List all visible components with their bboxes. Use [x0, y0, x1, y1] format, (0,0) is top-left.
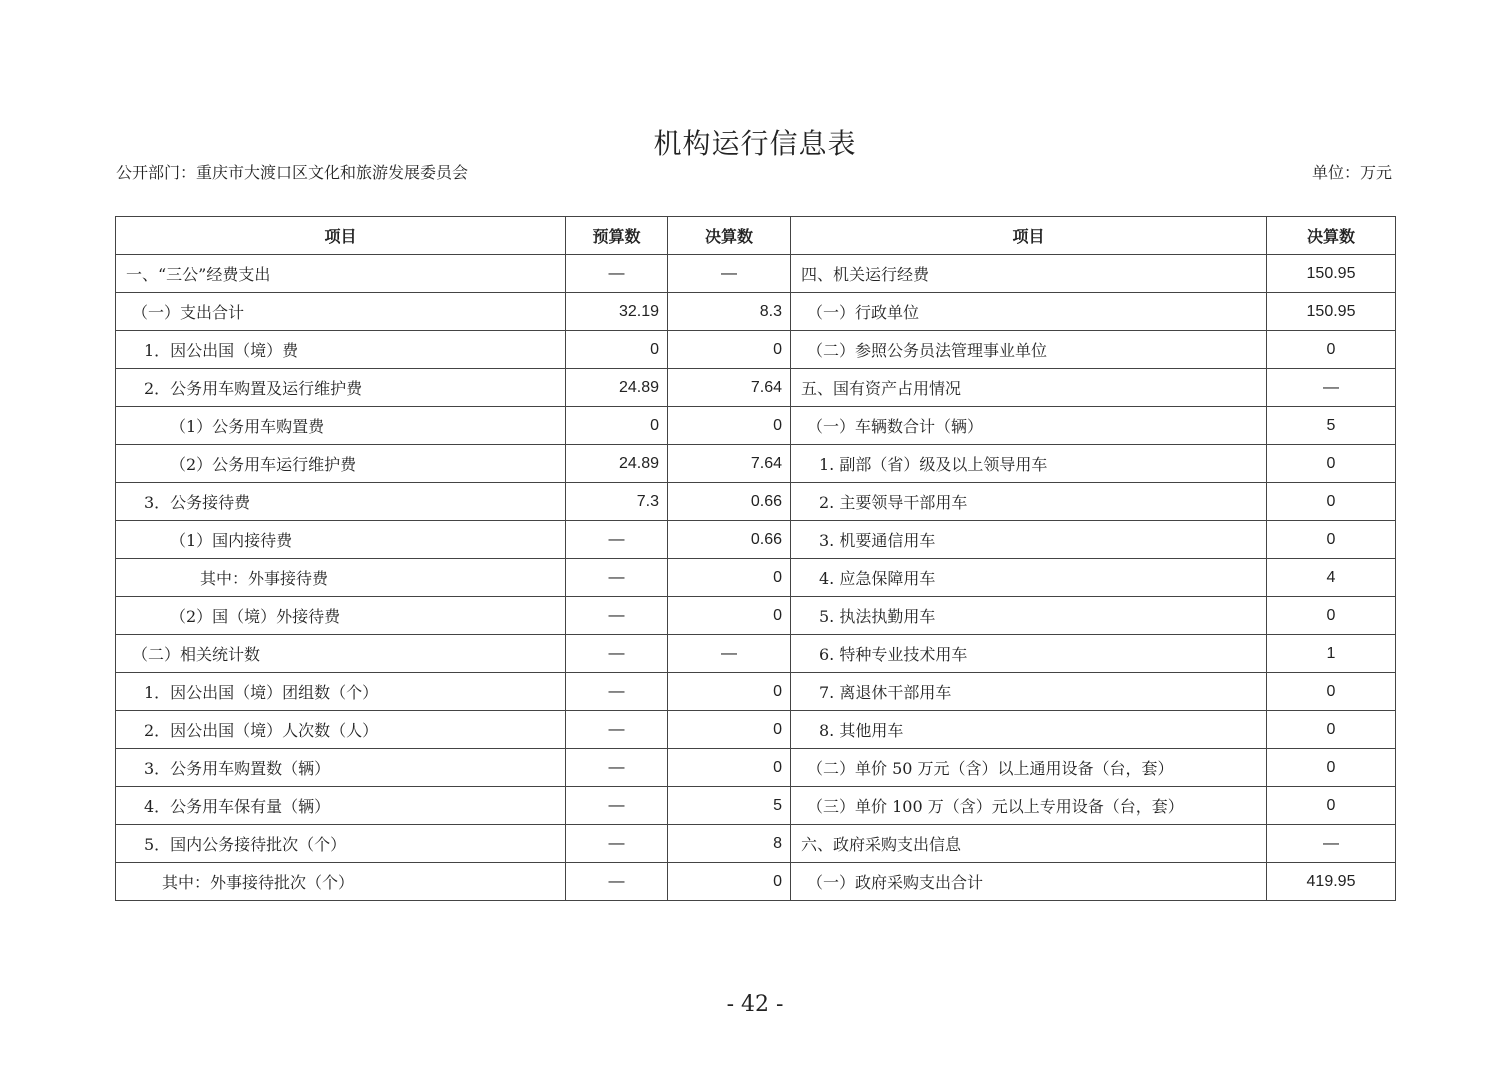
- row-final-right: 0: [1267, 445, 1396, 483]
- unit-label: 单位：万元: [1311, 163, 1392, 182]
- table-row: [116, 521, 1396, 559]
- row-final-right: 0: [1267, 521, 1396, 559]
- table-row: [116, 673, 1396, 711]
- row-label-left: （二）相关统计数: [116, 635, 566, 673]
- row-final-right: 0: [1267, 673, 1396, 711]
- header-budget: 预算数: [566, 217, 668, 255]
- row-label-right: 2. 主要领导干部用车: [791, 483, 1267, 521]
- header-final-left: 决算数: [668, 217, 791, 255]
- row-final-right: 1: [1267, 635, 1396, 673]
- row-final: 0.66: [668, 521, 791, 559]
- row-label-left: （一）支出合计: [116, 293, 566, 331]
- row-label-right: 7. 离退休干部用车: [791, 673, 1267, 711]
- table-row: [116, 293, 1396, 331]
- table-row: [116, 635, 1396, 673]
- row-label-left: （2）公务用车运行维护费: [116, 445, 566, 483]
- row-label-left: 其中：外事接待批次（个）: [116, 863, 566, 901]
- row-final-right: —: [1267, 369, 1396, 407]
- row-label-left: 5．国内公务接待批次（个）: [116, 825, 566, 863]
- row-label-right: （三）单价 100 万（含）元以上专用设备（台，套）: [791, 787, 1267, 825]
- row-budget: —: [566, 787, 668, 825]
- row-budget: 24.89: [566, 369, 668, 407]
- row-budget: 0: [566, 407, 668, 445]
- row-label-left: 一、“三公”经费支出: [116, 255, 566, 293]
- row-budget: —: [566, 863, 668, 901]
- page-number: - 42 -: [726, 992, 784, 1017]
- row-final-right: 0: [1267, 483, 1396, 521]
- header-item-right: 项目: [791, 217, 1267, 255]
- row-label-right: 六、政府采购支出信息: [791, 825, 1267, 863]
- row-budget: 0: [566, 331, 668, 369]
- row-budget: —: [566, 711, 668, 749]
- row-label-right: （二）参照公务员法管理事业单位: [791, 331, 1267, 369]
- row-budget: —: [566, 673, 668, 711]
- row-label-right: （一）行政单位: [791, 293, 1267, 331]
- row-final: 0: [668, 673, 791, 711]
- row-final-right: 4: [1267, 559, 1396, 597]
- row-label-right: （一）车辆数合计（辆）: [791, 407, 1267, 445]
- row-label-right: （一）政府采购支出合计: [791, 863, 1267, 901]
- row-final: 7.64: [668, 445, 791, 483]
- row-label-left: 2．因公出国（境）人次数（人）: [116, 711, 566, 749]
- info-table: [115, 216, 1396, 901]
- row-label-left: 1．因公出国（境）团组数（个）: [116, 673, 566, 711]
- header-item-left: 项目: [116, 217, 566, 255]
- row-final-right: 0: [1267, 597, 1396, 635]
- table-row: [116, 787, 1396, 825]
- row-budget: 7.3: [566, 483, 668, 521]
- row-final: 0: [668, 711, 791, 749]
- row-final: —: [668, 635, 791, 673]
- row-budget: —: [566, 521, 668, 559]
- table-row: [116, 559, 1396, 597]
- row-final: 0: [668, 407, 791, 445]
- row-budget: —: [566, 597, 668, 635]
- row-label-left: 其中：外事接待费: [116, 559, 566, 597]
- row-final-right: 150.95: [1267, 293, 1396, 331]
- table-row: [116, 825, 1396, 863]
- table-row: [116, 407, 1396, 445]
- row-final-right: 0: [1267, 331, 1396, 369]
- row-budget: 32.19: [566, 293, 668, 331]
- row-final-right: 0: [1267, 787, 1396, 825]
- row-budget: —: [566, 559, 668, 597]
- row-label-left: 3．公务用车购置数（辆）: [116, 749, 566, 787]
- row-final: 5: [668, 787, 791, 825]
- table-row: [116, 445, 1396, 483]
- row-final-right: 0: [1267, 749, 1396, 787]
- row-label-right: 3. 机要通信用车: [791, 521, 1267, 559]
- table-row: [116, 749, 1396, 787]
- row-final: 0: [668, 559, 791, 597]
- row-label-right: 4. 应急保障用车: [791, 559, 1267, 597]
- table-row: [116, 255, 1396, 293]
- row-label-right: 五、国有资产占用情况: [791, 369, 1267, 407]
- row-final: —: [668, 255, 791, 293]
- row-label-right: 6. 特种专业技术用车: [791, 635, 1267, 673]
- row-final-right: 419.95: [1267, 863, 1396, 901]
- row-label-left: 3．公务接待费: [116, 483, 566, 521]
- table-row: [116, 483, 1396, 521]
- table-row: [116, 597, 1396, 635]
- row-label-right: 5. 执法执勤用车: [791, 597, 1267, 635]
- row-final: 0: [668, 749, 791, 787]
- row-budget: —: [566, 635, 668, 673]
- row-label-left: 4．公务用车保有量（辆）: [116, 787, 566, 825]
- row-label-right: （二）单价 50 万元（含）以上通用设备（台，套）: [791, 749, 1267, 787]
- row-budget: —: [566, 749, 668, 787]
- header-final-right: 决算数: [1267, 217, 1396, 255]
- row-label-left: 2．公务用车购置及运行维护费: [116, 369, 566, 407]
- row-label-left: 1．因公出国（境）费: [116, 331, 566, 369]
- table-row: [116, 863, 1396, 901]
- table-row: [116, 711, 1396, 749]
- row-final-right: 0: [1267, 711, 1396, 749]
- table-row: [116, 369, 1396, 407]
- row-final: 8.3: [668, 293, 791, 331]
- row-label-right: 1. 副部（省）级及以上领导用车: [791, 445, 1267, 483]
- row-label-left: （1）公务用车购置费: [116, 407, 566, 445]
- page-title: 机构运行信息表: [653, 127, 857, 160]
- row-budget: —: [566, 255, 668, 293]
- row-final: 0.66: [668, 483, 791, 521]
- row-final: 0: [668, 863, 791, 901]
- row-final-right: 5: [1267, 407, 1396, 445]
- row-final: 0: [668, 331, 791, 369]
- row-final: 8: [668, 825, 791, 863]
- table-row: [116, 331, 1396, 369]
- table-header-row: [116, 217, 1396, 255]
- row-final-right: —: [1267, 825, 1396, 863]
- row-label-right: 8. 其他用车: [791, 711, 1267, 749]
- row-final-right: 150.95: [1267, 255, 1396, 293]
- row-label-right: 四、机关运行经费: [791, 255, 1267, 293]
- row-budget: —: [566, 825, 668, 863]
- department-label: 公开部门：重庆市大渡口区文化和旅游发展委员会: [116, 163, 469, 182]
- row-final: 7.64: [668, 369, 791, 407]
- row-budget: 24.89: [566, 445, 668, 483]
- row-label-left: （2）国（境）外接待费: [116, 597, 566, 635]
- row-final: 0: [668, 597, 791, 635]
- row-label-left: （1）国内接待费: [116, 521, 566, 559]
